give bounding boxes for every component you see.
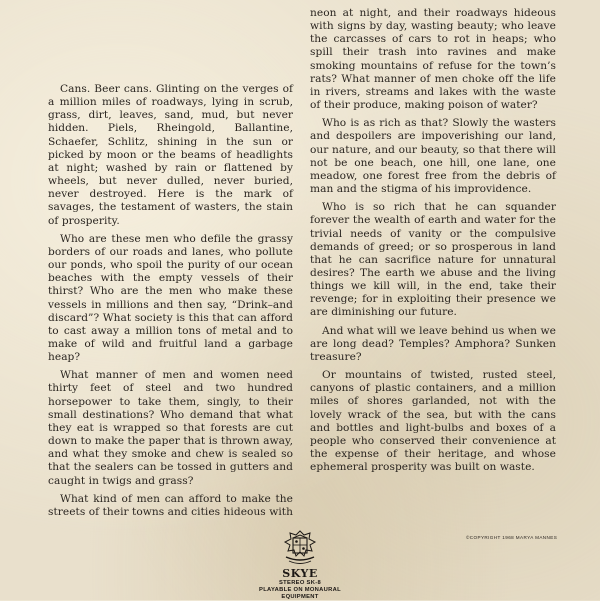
paragraph-continuation: neon at night, and their roadways hideous with signs by day, wasting beauty; who leave the carcasses of cars to rot in heaps; who spill their trash into ravines and make smoking mountains of refuse for the town’s rats? What manner of men choke off the life in rivers, streams and lakes with the waste of their produce, making poison of water? (310, 7, 556, 112)
brand-name: SKYE (282, 567, 318, 580)
crest-icon (280, 530, 320, 568)
paragraph: And what will we leave behind us when we are long dead? Temples? Amphora? Sunken treasure? (310, 324, 556, 363)
right-text-column (310, 7, 556, 474)
paragraph: Who is as rich as that? Slowly the wasters and despoilers are impoverishing our land, our nature, and our beauty, so that there will not be one beach, one hill, one lane, one meadow, one forest free from the debris of man and the stigma of his improvidence. (310, 117, 556, 196)
catalog-number: STEREO SK-8 (279, 580, 321, 586)
paragraph: What kind of men can afford to make the streets of their towns and cities hideous with (48, 492, 293, 518)
paragraph: Who are these men who defile the grassy borders of our roads and lanes, who pollute our ponds, who spoil the purity of our ocean beaches with the empty vessels of their thirst? Who are the men who make these vessels in millions and then say, “Drink–and discard”? What society is this that can afford to cast away a million tons of metal and to make of wild and fruitful land a garbage heap? (48, 232, 293, 364)
paragraph: Who is so rich that he can squander forever the wealth of earth and water for the trivial needs of vanity or the compulsive demands of greed; or so prosperous in land that he can sacrifice nature for unnatural desires? The earth we abuse and the living things we kill will, in the end, take their revenge; for in exploiting their presence we are diminishing our future. (310, 201, 556, 319)
playback-note: PLAYABLE ON MONAURAL EQUIPMENT (259, 587, 341, 600)
paragraph: Or mountains of twisted, rusted steel, canyons of plastic containers, and a million miles of shores garlanded, not with the lovely wrack of the sea, but with the cans and bottles and light-bulbs and boxes of a people who conserved their convenience at the expense of their heritage, and whose ephemeral prosperity was built on waste. (310, 369, 556, 474)
left-text-column (48, 83, 293, 519)
paragraph: Cans. Beer cans. Glinting on the verges of a million miles of roadways, lying in scrub, grass, dirt, leaves, sand, mud, but never hidden. Piels, Rheingold, Ballantine, Schaefer, Schlitz, shining in the sun or picked by moon or the beams of headlights at night; washed by rain or flattened by wheels, but never dulled, never buried, never destroyed. Here is the mark of savages, the testament of wasters, the stain of prosperity. (48, 83, 293, 227)
paragraph: What manner of men and women need thirty feet of steel and two hundred horsepower to take them, singly, to their small destinations? Who demand that what they eat is wrapped so that forests are cut down to make the paper that is thrown away, and what they smoke and chew is sealed so that the sealers can be tossed in gutters and caught in twigs and grass? (48, 369, 293, 487)
record-label-logo (240, 530, 360, 601)
copyright-notice: ©COPYRIGHT 1968 MARYA MANNES (466, 535, 558, 540)
